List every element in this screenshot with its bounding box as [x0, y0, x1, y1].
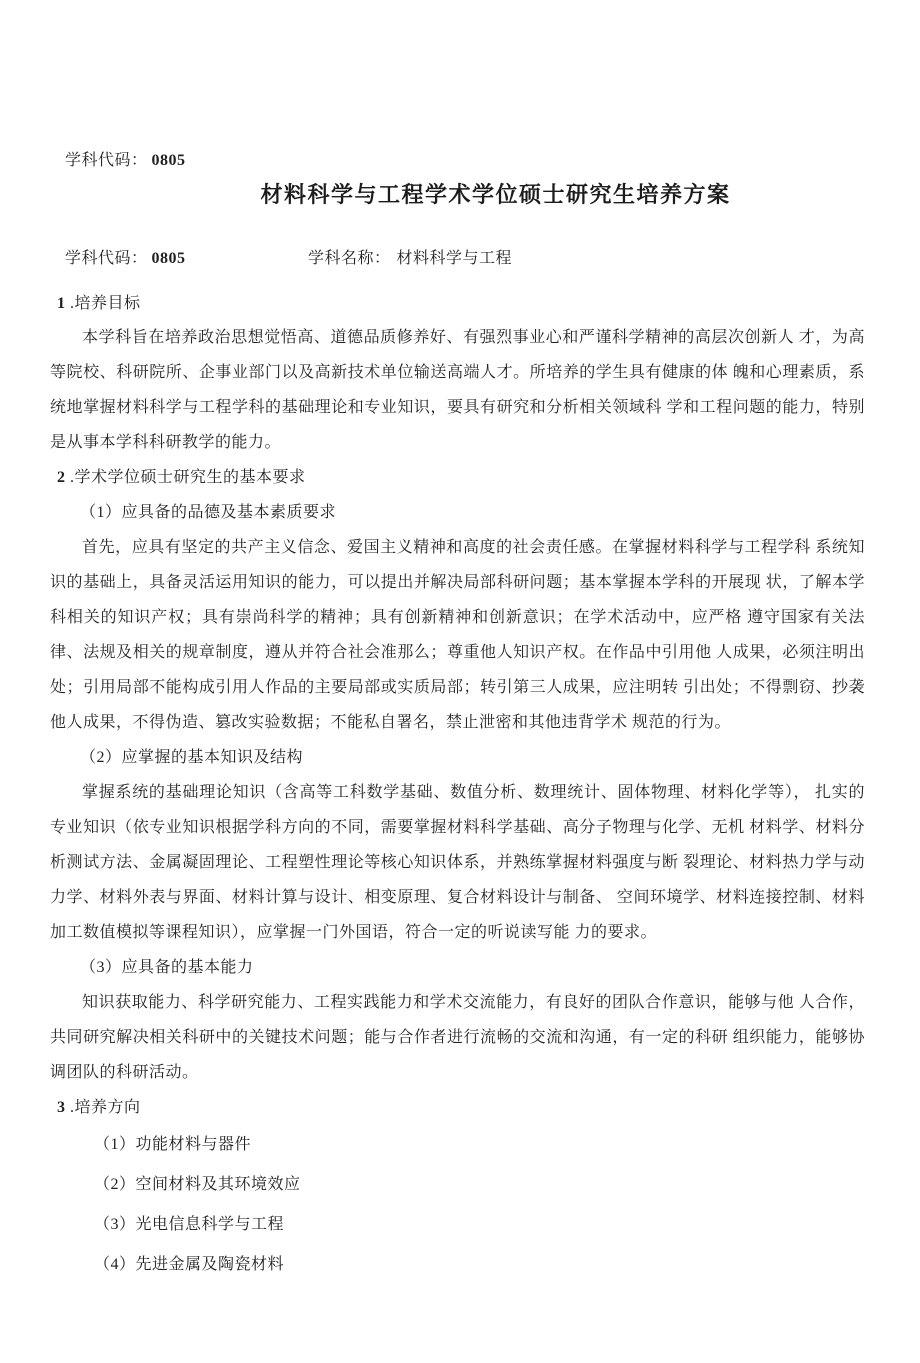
- subject-code-label: 学科代码：: [65, 152, 148, 169]
- section-3-number: 3: [57, 1099, 66, 1116]
- requirement-1-paragraph: 首先，应具有坚定的共产主义信念、爱国主义精神和高度的社会责任感。在掌握材料科学与工程学科 系统知识的基础上，具备灵活运用知识的能力，可以提出并解决局部科研问题；基本掌握本学科的开展现 状，了解本学科相关的知识产权；具有崇尚科学的精神；具有创新精神和创新意识；在学术活动中，应严格 遵守国家有关法律、法规及相关的规章制度，遵从并符合社会准那么；尊重他人知识产权。在作品中引用他 人成果，必须注明出处；引用局部不能构成引用人作品的主要局部或实质局部；转引第三人成果，应注明转 引出处；不得剽窃、抄袭他人成果，不得伪造、篡改实验数据；不能私自署名，禁止泄密和其他违背学术 规范的行为。: [50, 539, 865, 731]
- requirement-3-paragraph: 知识获取能力、科学研究能力、工程实践能力和学术交流能力，有良好的团队合作意识，能够与他 人合作，共同研究解决相关科研中的关键技术问题；能与合作者进行流畅的交流和沟通，有一定的科研 组织能力，能够协调团队的科研活动。: [50, 994, 865, 1081]
- requirement-3-label: （3）应具备的基本能力: [80, 959, 254, 976]
- subject-code-line-top: [50, 150, 865, 172]
- subject-name-label: 学科名称：: [308, 250, 391, 267]
- subject-code-group: [65, 250, 186, 267]
- section-3-title: .培养方向: [65, 1099, 141, 1116]
- subject-name-value: 材料科学与工程: [396, 250, 513, 267]
- direction-item-3: （3）光电信息科学与工程: [94, 1216, 285, 1233]
- section-1-heading: [50, 287, 865, 320]
- requirement-1-label: （1）应具备的品德及基本素质要求: [80, 504, 337, 521]
- direction-item-4: （4）先进金属及陶瓷材料: [94, 1256, 285, 1273]
- subject-name-group: [308, 247, 512, 271]
- direction-item-2: （2）空间材料及其环境效应: [94, 1176, 301, 1193]
- subject-code-label: 学科代码：: [65, 250, 148, 267]
- section-1-paragraph: 本学科旨在培养政治思想觉悟高、道德品质修养好、有强烈事业心和严谨科学精神的高层次创新人 才，为高等院校、科研院所、企事业部门以及高新技术单位输送高端人才。所培养的学生具有健康的体 魄和心理素质，系统地掌握材料科学与工程学科的基础理论和专业知识，要具有研究和分析相关领域科 学和工程问题的能力，特别是从事本学科科研教学的能力。: [50, 329, 865, 451]
- section-2-heading: [50, 460, 865, 495]
- requirement-2-paragraph: 掌握系统的基础理论知识（含高等工科数学基础、数值分析、数理统计、固体物理、材料化学等）， 扎实的专业知识（依专业知识根据学科方向的不同，需要掌握材料科学基础、高分子物理与化学、无机 材料学、材料分析测试方法、金属凝固理论、工程塑性理论等核心知识体系，并熟练掌握材料强度与断 裂理论、材料热力学与动力学、材料外表与界面、材料计算与设计、相变原理、复合材料设计与制备、 空间环境学、材料连接控制、材料加工数值模拟等课程知识），应掌握一门外国语，符合一定的听说读写能 力的要求。: [50, 784, 865, 941]
- section-1-number: 1: [57, 295, 66, 312]
- section-3-heading: [50, 1090, 865, 1125]
- section-2-title: .学术学位硕士研究生的基本要求: [65, 469, 306, 486]
- section-1-title: .培养目标: [65, 295, 141, 312]
- direction-item-1: （1）功能材料与器件: [94, 1136, 252, 1153]
- document-title: 材料科学与工程学术学位硕士研究生培养方案: [260, 182, 731, 207]
- subject-code-value: 0805: [151, 250, 186, 267]
- subject-code-value: 0805: [151, 152, 186, 169]
- section-2-number: 2: [57, 469, 66, 486]
- requirement-2-label: （2）应掌握的基本知识及结构: [80, 749, 304, 766]
- subject-info-line: [50, 247, 865, 271]
